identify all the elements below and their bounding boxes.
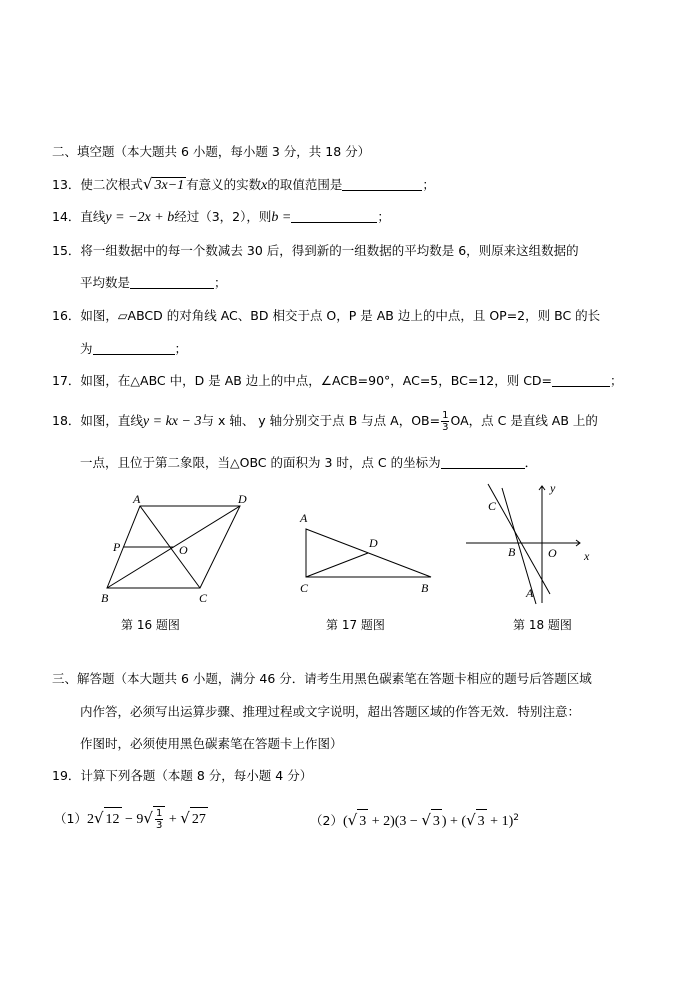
q14-mid: 经过（3，2），则 (174, 209, 272, 224)
fig16-label-c: C (199, 591, 208, 605)
q13-answer-blank[interactable] (342, 177, 422, 191)
q17-number: 17． (52, 373, 81, 388)
fig17-label-d: D (369, 536, 378, 550)
section3-line1: 三、解答题（本大题共 6 小题，满分 46 分．请考生用黑色碳素笔在答题卡相应的题号后答题区域 (52, 671, 592, 686)
q19-part1-label: （1） (54, 811, 87, 826)
q15-answer-blank[interactable] (130, 275, 214, 289)
q18-line2: 一点，且位于第二象限，当△OBC 的面积为 3 时，点 C 的坐标为 (80, 455, 441, 470)
q18-answer-blank[interactable] (441, 455, 525, 469)
q19-part1: （1）2√ 12 − 9√ $\frac{1}{3}$ + √ 27 (54, 808, 206, 831)
question-18-line1 (52, 410, 598, 433)
q16-answer-blank[interactable] (93, 341, 175, 355)
fig18-label-c: C (488, 499, 497, 513)
q16-line1: 如图，▱ABCD 的对角线 AC、BD 相交于点 O，P 是 AB 边上的中点，且 OP=2，则 BC 的长 (80, 308, 601, 323)
q17-answer-blank[interactable] (552, 373, 610, 387)
q19-number: 19． (52, 768, 81, 783)
q19-p2-radicand1: 3 (357, 809, 368, 834)
fig16-label-b: B (101, 591, 109, 605)
q15-line1: 将一组数据中的每一个数减去 30 后，得到新的一组数据的平均数是 6，则原来这组数据的 (80, 243, 579, 258)
q16-number: 16． (52, 308, 81, 323)
fig17-label-a: A (300, 511, 308, 525)
fig16-label-d: D (238, 492, 247, 506)
q13-post: 有意义的实数 (186, 177, 262, 192)
q18-end: ． (524, 455, 538, 470)
q13-number: 13． (52, 177, 81, 192)
figure-16-parallelogram (95, 488, 265, 608)
q19-p1-radicand1: 12 (104, 807, 122, 832)
q13-var: x (261, 178, 268, 193)
q14-end: ； (377, 209, 390, 224)
fig16-label-p: P (113, 540, 121, 554)
q14-pre: 直线 (80, 209, 106, 224)
question-19 (52, 768, 312, 784)
fig18-label-y: y (550, 481, 556, 495)
section3-line2: 内作答，必须写出运算步骤、推理过程或文字说明，超出答题区域的作答无效．特别注意： (80, 704, 581, 719)
q19-p1-frac-num: 1 (155, 808, 163, 819)
q14-var: b = (271, 210, 292, 225)
fig18-label-x: x (584, 549, 590, 563)
figure-18-coordinate-plane (462, 478, 612, 608)
q16-end: ； (174, 341, 188, 356)
q19-p1-plus: + (165, 812, 181, 827)
q19-p2-radicand3: 3 (476, 809, 487, 834)
question-15-line2 (80, 275, 227, 291)
median-cd (306, 553, 368, 577)
question-14 (52, 209, 390, 226)
q15-end: ； (214, 275, 227, 290)
q19-p1-frac-den: 3 (155, 820, 163, 831)
fig18-label-b: B (508, 545, 516, 559)
q19-p2-mid: + 2)(3 − (368, 814, 422, 830)
q19-p1-fraction (155, 808, 163, 831)
q17-end: ； (610, 373, 623, 388)
q13-end: ； (422, 177, 435, 192)
q15-line2: 平均数是 (80, 275, 131, 290)
q13-pre: 使二次根式 (80, 177, 143, 192)
q19-p2-exponent: 2 (513, 813, 519, 823)
fig17-label-b: B (421, 581, 429, 595)
q19-p2-mid2: ) + ( (441, 814, 467, 830)
fig16-label-a: A (133, 492, 141, 506)
figure-18-caption: 第 18 题图 (513, 618, 572, 632)
q18-fraction-numerator: 1 (442, 410, 449, 421)
figure-17-triangle (292, 503, 442, 598)
q18-mid: 与 x 轴、 y 轴分别交于点 B 与点 A，OB= (201, 413, 441, 428)
q18-number: 18． (52, 413, 81, 428)
q18-mid2: OA，点 C 是直线 AB 上的 (450, 413, 598, 428)
section2-title: 二、填空题（本大题共 6 小题，每小题 3 分，共 18 分） (52, 144, 371, 159)
figure-16-caption: 第 16 题图 (121, 618, 180, 632)
fig18-label-a: A (526, 586, 534, 600)
q14-answer-blank[interactable] (291, 209, 377, 223)
q13-post2: 的取值范围是 (267, 177, 343, 192)
fig17-label-c: C (300, 581, 309, 595)
figure-17-caption: 第 17 题图 (326, 618, 385, 632)
q19-part2: （2）(√ 3 + 2)(3 − √ 3 ) + (√ 3 + 1)$^2$ (310, 806, 519, 834)
q14-expr: y = −2x + b (105, 210, 175, 225)
q18-pre: 如图，直线 (80, 413, 143, 428)
line-ab (488, 484, 550, 594)
q19-p1-minus9: − 9 (121, 812, 144, 827)
q19-part2-label: （2） (310, 813, 343, 829)
q14-number: 14． (52, 209, 81, 224)
question-15-line1 (52, 243, 579, 259)
question-16-line1 (52, 308, 600, 324)
q19-p2-radicand2: 3 (431, 809, 442, 834)
q18-expr: y = kx − 3 (142, 414, 202, 429)
q19-p1-coef: 2 (86, 812, 94, 827)
q19-p2-close: + 1) (486, 814, 514, 830)
section3-line3: 作图时，必须使用黑色碳素笔在答题卡上作图） (80, 736, 343, 751)
question-18-line2 (80, 455, 537, 471)
q16-line2: 为 (80, 341, 93, 356)
q13-radicand: 3x−1 (154, 178, 185, 193)
question-16-line2 (80, 341, 187, 357)
q15-number: 15． (52, 243, 81, 258)
question-17 (52, 373, 623, 389)
q17-line1: 如图，在△ABC 中，D 是 AB 边上的中点，∠ACB=90°，AC=5，BC=12，则 CD= (80, 373, 553, 388)
question-13: 13．使二次根式√ 3x−1 有意义的实数x的取值范围是 ； (52, 175, 435, 193)
q19-p1-radicand3: 27 (190, 807, 208, 832)
fig18-label-o: O (548, 546, 557, 560)
q18-fraction-denominator: 3 (442, 422, 449, 433)
q19-p2-open: ( (342, 814, 348, 830)
q19-text: 计算下列各题（本题 8 分，每小题 4 分） (80, 768, 313, 783)
fig16-label-o: O (179, 543, 188, 557)
q18-fraction (441, 410, 449, 433)
